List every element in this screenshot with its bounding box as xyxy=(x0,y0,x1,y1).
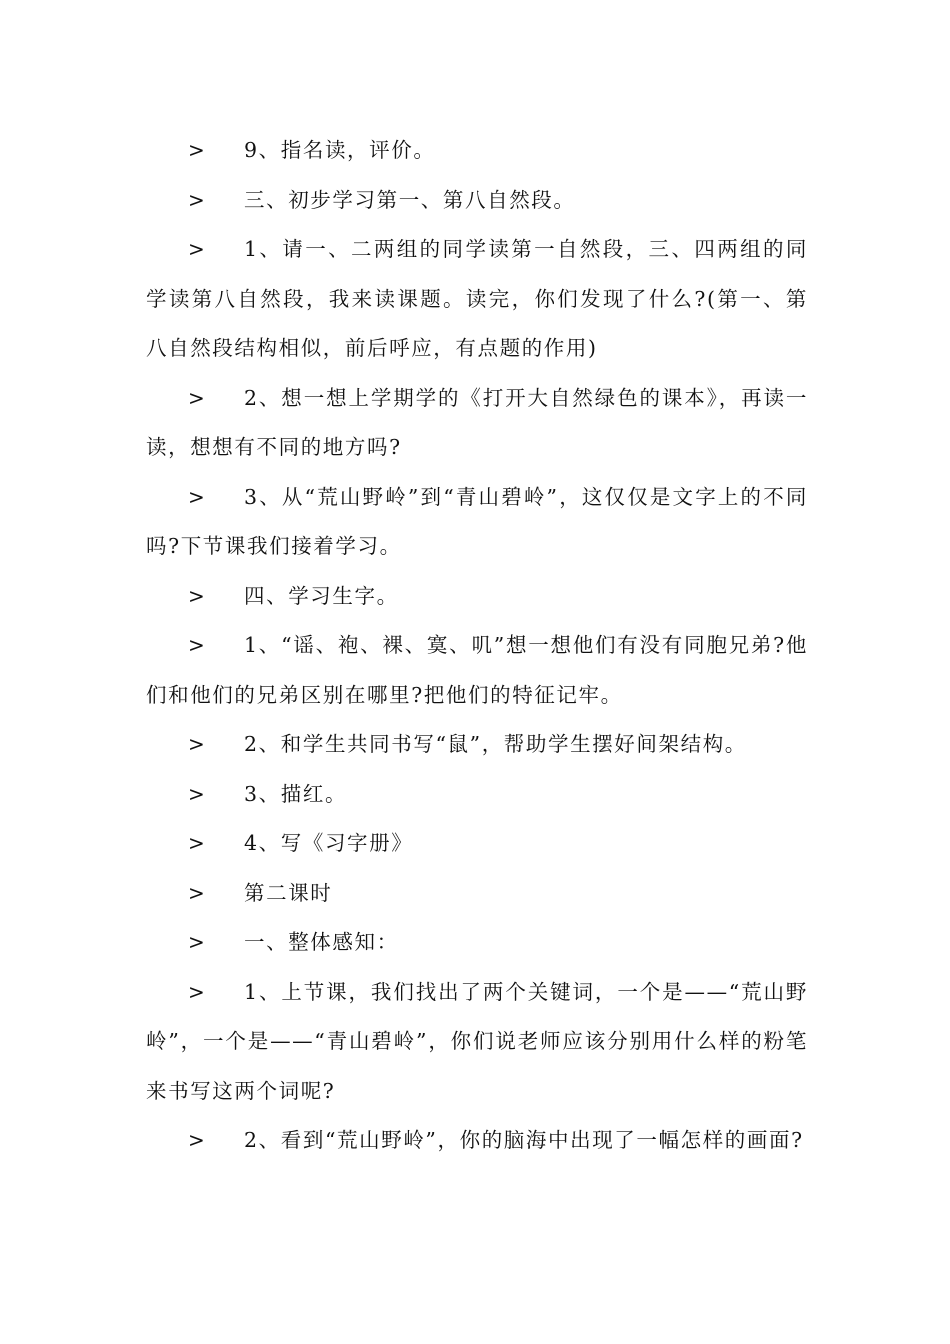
paragraph-3 xyxy=(146,225,808,374)
bullet-marker: > xyxy=(188,1128,205,1152)
bullet-marker: > xyxy=(188,187,205,212)
paragraph-text: 3、从“荒山野岭”到“青山碧岭”，这仅仅是文字上的不同吗?下节课我们接着学习。 xyxy=(146,484,808,558)
paragraph-8 xyxy=(146,720,808,770)
paragraph-7 xyxy=(146,621,808,720)
bullet-marker: > xyxy=(188,385,205,410)
paragraph-text: 4、写《习字册》 xyxy=(244,831,414,855)
bullet-marker: > xyxy=(188,831,205,855)
bullet-marker: > xyxy=(188,979,205,1004)
bullet-marker: > xyxy=(188,633,205,657)
paragraph-11 xyxy=(146,869,808,919)
bullet-marker: > xyxy=(188,781,205,806)
bullet-marker: > xyxy=(188,484,205,509)
paragraph-text: 2、想一想上学期学的《打开大自然绿色的课本》，再读一读，想想有不同的地方吗? xyxy=(146,385,808,459)
paragraph-text: 9、指名读，评价。 xyxy=(244,138,436,162)
paragraph-text: 2、和学生共同书写“鼠”，帮助学生摆好间架结构。 xyxy=(244,732,747,756)
paragraph-14 xyxy=(146,1116,808,1166)
bullet-marker: > xyxy=(188,138,205,162)
paragraph-1 xyxy=(146,126,808,176)
paragraph-13 xyxy=(146,968,808,1117)
bullet-marker: > xyxy=(188,930,205,954)
paragraph-text: 1、“谣、袍、裸、寞、叽”想一想他们有没有同胞兄弟?他们和他们的兄弟区别在哪里?把他们的特征记牢。 xyxy=(146,633,808,707)
paragraph-2 xyxy=(146,176,808,226)
paragraph-6 xyxy=(146,572,808,622)
paragraph-text: 一、整体感知： xyxy=(244,930,399,954)
paragraph-text: 2、看到“荒山野岭”，你的脑海中出现了一幅怎样的画面? xyxy=(244,1128,804,1152)
bullet-marker: > xyxy=(188,732,205,756)
paragraph-4 xyxy=(146,374,808,473)
bullet-marker: > xyxy=(188,237,205,261)
paragraph-10 xyxy=(146,819,808,869)
paragraph-text: 四、学习生字。 xyxy=(244,583,399,608)
bullet-marker: > xyxy=(188,583,205,608)
paragraph-text: 1、请一、二两组的同学读第一自然段，三、四两组的同学读第八自然段，我来读课题。读完，你们发现了什么?(第一、第八自然段结构相似，前后呼应，有点题的作用) xyxy=(146,237,808,360)
paragraph-12 xyxy=(146,918,808,968)
paragraph-9 xyxy=(146,770,808,820)
document-body xyxy=(146,126,808,1166)
paragraph-text: 3、描红。 xyxy=(244,781,348,806)
paragraph-5 xyxy=(146,473,808,572)
paragraph-text: 三、初步学习第一、第八自然段。 xyxy=(244,187,576,212)
bullet-marker: > xyxy=(188,880,205,905)
paragraph-text: 1、上节课，我们找出了两个关键词，一个是——“荒山野岭”，一个是——“青山碧岭”，你们说老师应该分别用什么样的粉笔来书写这两个词呢? xyxy=(146,979,808,1103)
paragraph-text: 第二课时 xyxy=(244,880,333,905)
